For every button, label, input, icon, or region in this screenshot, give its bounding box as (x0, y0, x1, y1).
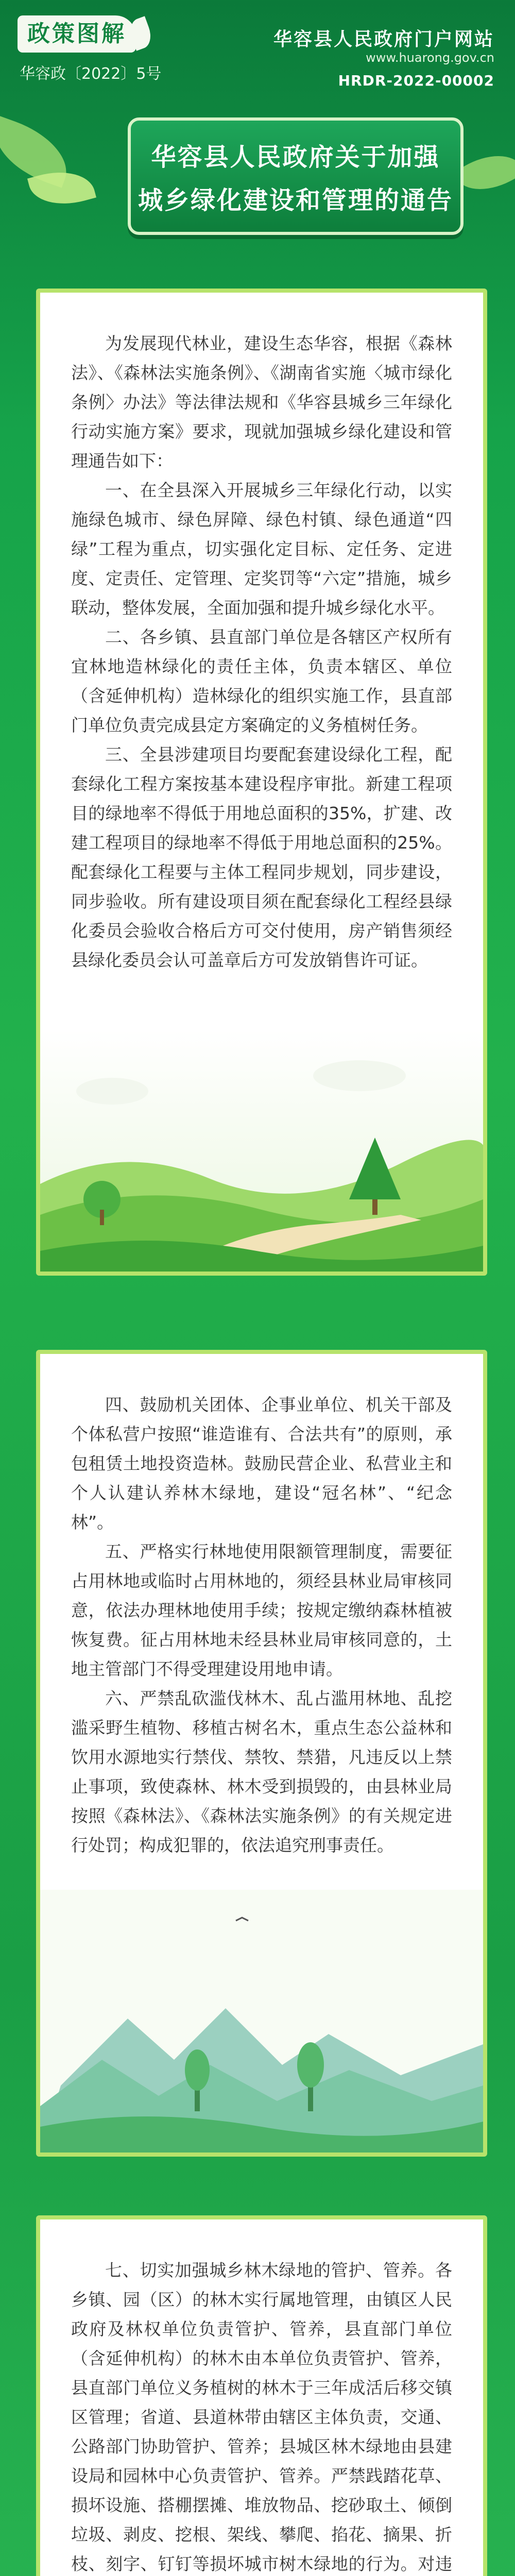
document-code: HRDR-2022-00002 (338, 72, 494, 89)
title-line-1: 华容县人民政府关于加强 (151, 143, 440, 172)
brand-badge (18, 15, 136, 53)
paragraph: 一、在全县深入开展城乡三年绿化行动，以实施绿色城市、绿色屏障、绿色村镇、绿色通道“四绿”工程为重点，切实强化定目标、定任务、定进度、定责任、定管理、定奖罚等“六定”措施，城乡联动，整体发展，全面加强和提升城乡绿化水平。 (71, 480, 452, 618)
paragraph: 五、严格实行林地使用限额管理制度，需要征占用林地或临时占用林地的，须经县林业局审核同意，依法办理林地使用手续；按规定缴纳森林植被恢复费。征占用林地未经县林业局审核同意的，土地主管部门不得受理建设用地申请。 (71, 1541, 452, 1679)
paragraph: 二、各乡镇、县直部门单位是各辖区产权所有宜林地造林绿化的责任主体，负责本辖区、单位（含延伸机构）造林绿化的组织实施工作，县直部门单位负责完成县定方案确定的义务植树任务。 (71, 627, 452, 735)
notice-panel-3 (36, 2215, 487, 2576)
issue-number: 华容政〔2022〕5号 (20, 65, 162, 83)
paragraph: 六、严禁乱砍滥伐林木、乱占滥用林地、乱挖滥采野生植物、移植古树名木，重点生态公益林和饮用水源地实行禁伐、禁牧、禁猎，凡违反以上禁止事项，致使森林、林木受到损毁的，由县林业局按照《森林法》、《森林法实施条例》的有关规定进行处罚；构成犯罪的，依法追究刑事责任。 (71, 1688, 452, 1855)
landscape-illustration (40, 1890, 483, 2153)
notice-text-2 (71, 1390, 452, 1860)
page-title (128, 117, 464, 235)
site-url[interactable]: www.huarong.gov.cn (366, 50, 494, 65)
paragraph: 四、鼓励机关团体、企事业单位、机关干部及个体私营户按照“谁造谁有、合法共有”的原则，承包租赁土地投资造林。鼓励民营企业、私营业主和个人认建认养林木绿地，建设“冠名林”、“纪念林”。 (71, 1395, 452, 1532)
header (0, 0, 515, 129)
notice-panel-1 (36, 289, 487, 1276)
leaf-icon (126, 16, 155, 50)
notice-text-3 (71, 2256, 452, 2576)
paragraph: 三、全县涉建项目均要配套建设绿化工程，配套绿化工程方案按基本建设程序审批。新建工程项目的绿地率不得低于用地总面积的35%，扩建、改建工程项目的绿地率不得低于用地总面积的25%。配套绿化工程要与主体工程同步规划，同步建设，同步验收。所有建设项目须在配套绿化工程经县绿化委员会验收合格后方可交付使用，房产销售须经县绿化委员会认可盖章后方可发放销售许可证。 (71, 744, 452, 970)
site-name: 华容县人民政府门户网站 (273, 29, 494, 50)
title-line-2: 城乡绿化建设和管理的通告 (138, 186, 453, 215)
notice-panel-2 (36, 1350, 487, 2157)
landscape-illustration (40, 1029, 483, 1272)
notice-text-1 (71, 329, 452, 975)
paragraph: 为发展现代林业，建设生态华容，根据《森林法》、《森林法实施条例》、《湖南省实施〈城市绿化条例〉办法》等法律法规和《华容县城乡三年绿化行动实施方案》要求，现就加强城乡绿化建设和管理通告如下： (71, 333, 452, 471)
brand-badge-text: 政策图解 (27, 21, 126, 47)
paragraph: 七、切实加强城乡林木绿地的管护、管养。各乡镇、园（区）的林木实行属地管理，由镇区人民政府及林权单位负责管护、管养，县直部门单位（含延伸机构）的林木由本单位负责管护、管养，县直部门单位义务植树的林木于三年成活后移交镇区管理；省道、县道林带由辖区主体负责，交通、公路部门协助管护、管养；县城区林木绿地由县建设局和园林中心负责管护、管养。严禁践踏花草、损坏设施、搭棚摆摊、堆放物品、挖砂取土、倾倒垃圾、剥皮、挖根、架线、攀爬、掐花、摘果、折枝、刻字、钉钉等损坏城市树木绿地的行为。对违 (71, 2260, 452, 2574)
